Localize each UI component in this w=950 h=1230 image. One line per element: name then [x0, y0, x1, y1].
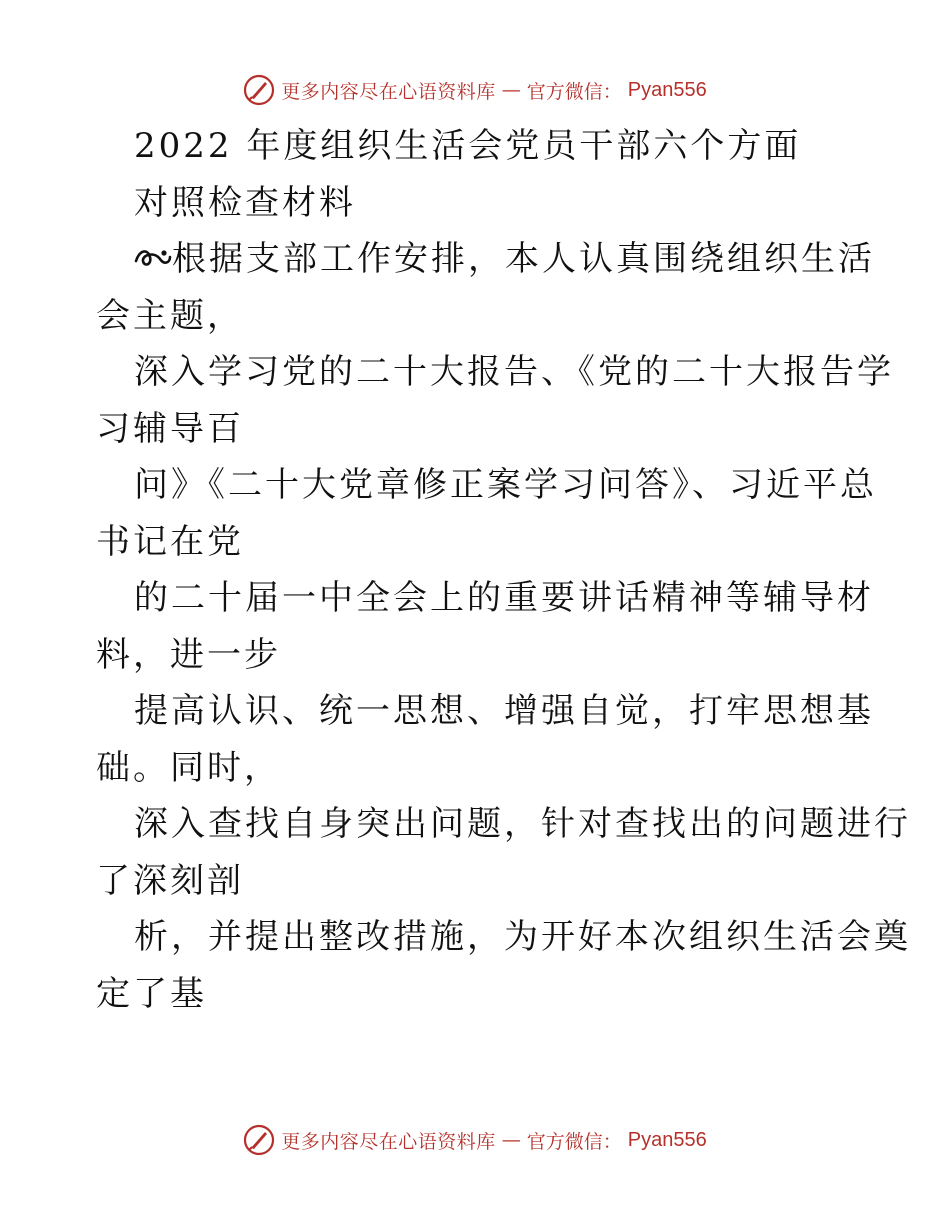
doc-paragraph-line: 深入查找自身突出问题，针对查找出的问题进行: [134, 804, 911, 844]
banner-slogan: 更多内容尽在心语资料库: [281, 1130, 496, 1153]
header-banner: [0, 72, 950, 108]
doc-paragraph-line: 础。同时，: [96, 747, 281, 788]
banner-wechat-label: 官方微信：: [526, 80, 622, 103]
doc-paragraph-line: 习辅导百: [96, 408, 244, 449]
doc-title-line-2: 对照检查材料: [134, 182, 356, 223]
banner-slogan: 更多内容尽在心语资料库: [281, 80, 496, 103]
banner-separator: —: [501, 1129, 521, 1151]
doc-paragraph-line: 深入学习党的二十大报告、《党的二十大报告学: [134, 352, 894, 392]
doc-paragraph-line: [96, 231, 875, 288]
document-body: [96, 118, 911, 1022]
doc-line-text: 根据支部工作安排，本人认真围绕组织生活: [172, 239, 875, 279]
banner-separator: —: [501, 79, 521, 101]
footer-banner: [0, 1122, 950, 1158]
banner-wechat-id: Pyan556: [627, 1128, 707, 1151]
doc-paragraph-line: 定了基: [96, 973, 207, 1014]
banner-wechat-label: 官方微信：: [526, 1130, 622, 1153]
flourish-icon: [134, 243, 172, 273]
doc-paragraph-line: 析，并提出整改措施，为开好本次组织生活会奠: [134, 917, 911, 957]
doc-paragraph-line: 提高认识、统一思想、增强自觉，打牢思想基: [134, 691, 874, 731]
doc-paragraph-line: 料，进一步: [96, 634, 281, 675]
doc-title-line-1: 2022 年度组织生活会党员干部六个方面: [134, 126, 802, 166]
doc-paragraph-line: 的二十届一中全会上的重要讲话精神等辅导材: [134, 578, 874, 618]
quill-logo-icon: [243, 74, 275, 106]
banner-wechat-id: Pyan556: [627, 78, 707, 101]
doc-paragraph-line: 了深刻剖: [96, 860, 244, 901]
doc-paragraph-line: 书记在党: [96, 521, 244, 562]
doc-paragraph-line: 会主题，: [96, 295, 244, 336]
quill-logo-icon: [243, 1124, 275, 1156]
doc-paragraph-line: 问》《二十大党章修正案学习问答》、习近平总: [134, 465, 877, 505]
